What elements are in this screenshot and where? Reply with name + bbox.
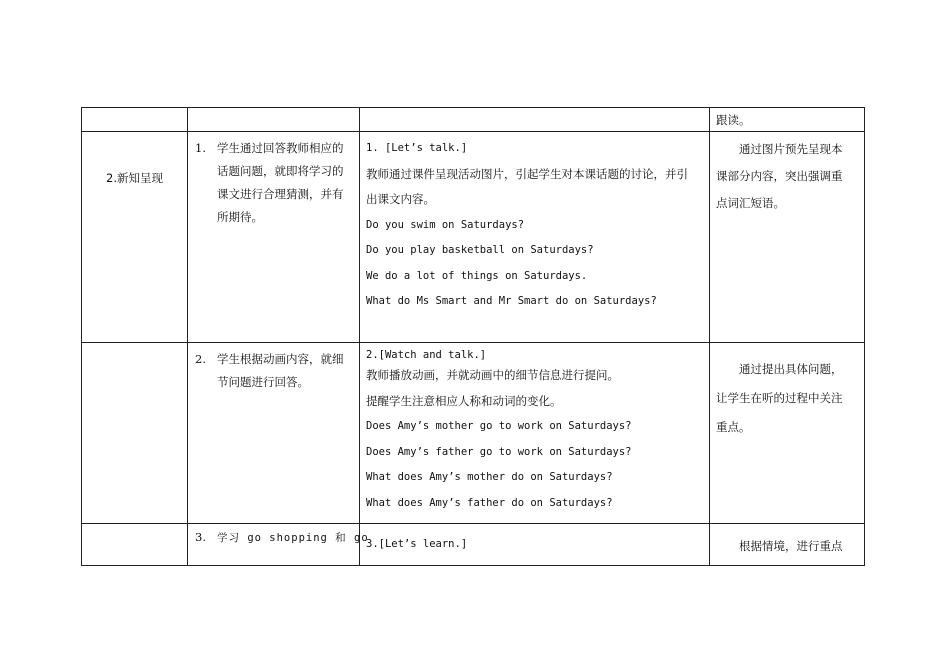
- example-sentence: What does Amy’s mother do on Saturdays?: [366, 471, 613, 483]
- purpose-line: 重点。: [716, 420, 751, 434]
- example-sentence: Does Amy’s father go to work on Saturdays?: [366, 445, 632, 458]
- purpose-line: 点词汇短语。: [716, 196, 785, 210]
- purpose-cell: [710, 524, 865, 566]
- example-sentence: We do a lot of things on Saturdays.: [366, 269, 588, 282]
- teacher-line: 教师播放动画，并就动画中的细节信息进行提问。: [366, 368, 619, 382]
- item-number: 2.: [195, 352, 206, 366]
- purpose-cell: [710, 132, 865, 343]
- stage-cell: [82, 108, 188, 132]
- student-line: 1. 学生通过回答教师相应的: [195, 137, 355, 160]
- purpose-cell: [710, 108, 865, 132]
- purpose-cell: [710, 343, 865, 524]
- table-row: [82, 343, 865, 524]
- example-sentence: What do Ms Smart and Mr Smart do on Saturdays?: [366, 295, 657, 307]
- teacher-activity-cell: [360, 343, 710, 524]
- stage-cell: [82, 132, 188, 343]
- item-number: 3.: [195, 530, 206, 544]
- section-heading: 2.[Watch and talk.]: [366, 349, 487, 361]
- purpose-line: 通过图片预先呈现本: [739, 142, 843, 156]
- student-line: 2. 学生根据动画内容，就细: [195, 348, 355, 371]
- teacher-line: 提醒学生注意相应人称和动词的变化。: [366, 393, 562, 408]
- student-line: 所期待。: [217, 210, 263, 224]
- purpose-text: 跟读。: [716, 113, 751, 127]
- teacher-line: 教师通过课件呈现活动图片，引起学生对本课话题的讨论，并引: [366, 166, 688, 181]
- student-line: 话题问题，就即将学习的: [217, 164, 344, 178]
- purpose-line: 让学生在听的过程中关注: [716, 391, 843, 405]
- example-sentence: Do you swim on Saturdays?: [366, 218, 525, 231]
- student-activity-cell: [188, 343, 360, 524]
- table-row: [82, 132, 865, 343]
- student-activity-cell: [188, 524, 369, 566]
- purpose-line: 根据情境，进行重点: [739, 539, 843, 553]
- student-line: 3. 学习 go shopping 和 go: [195, 526, 355, 550]
- stage-cell: [82, 343, 188, 524]
- purpose-line: 课部分内容，突出强调重: [716, 169, 843, 183]
- teacher-activity-cell: [360, 132, 710, 343]
- stage-label: 2.新知呈现: [106, 171, 163, 185]
- example-sentence: Do you play basketball on Saturdays?: [366, 244, 594, 256]
- stage-cell: [82, 524, 188, 566]
- table-row: [82, 108, 865, 132]
- item-number: 1.: [195, 141, 206, 155]
- teacher-line: 出课文内容。: [366, 192, 435, 206]
- purpose-line: 通过提出具体问题，: [739, 362, 843, 376]
- section-heading: 1. [Let’s talk.]: [366, 142, 468, 154]
- lesson-plan-table: [81, 107, 865, 566]
- student-line: 课文进行合理猜测，并有: [217, 187, 344, 201]
- student-activity-cell: [188, 132, 360, 343]
- section-heading: 3.[Let’s learn.]: [366, 538, 468, 550]
- student-line: 节问题进行回答。: [217, 375, 309, 389]
- teacher-activity-cell: [360, 524, 710, 566]
- student-activity-cell: [188, 108, 360, 132]
- teacher-activity-cell: [360, 108, 710, 132]
- example-sentence: Does Amy’s mother go to work on Saturdays?: [366, 420, 632, 432]
- table-row: [82, 524, 865, 566]
- example-sentence: What does Amy’s father do on Saturdays?: [366, 496, 613, 509]
